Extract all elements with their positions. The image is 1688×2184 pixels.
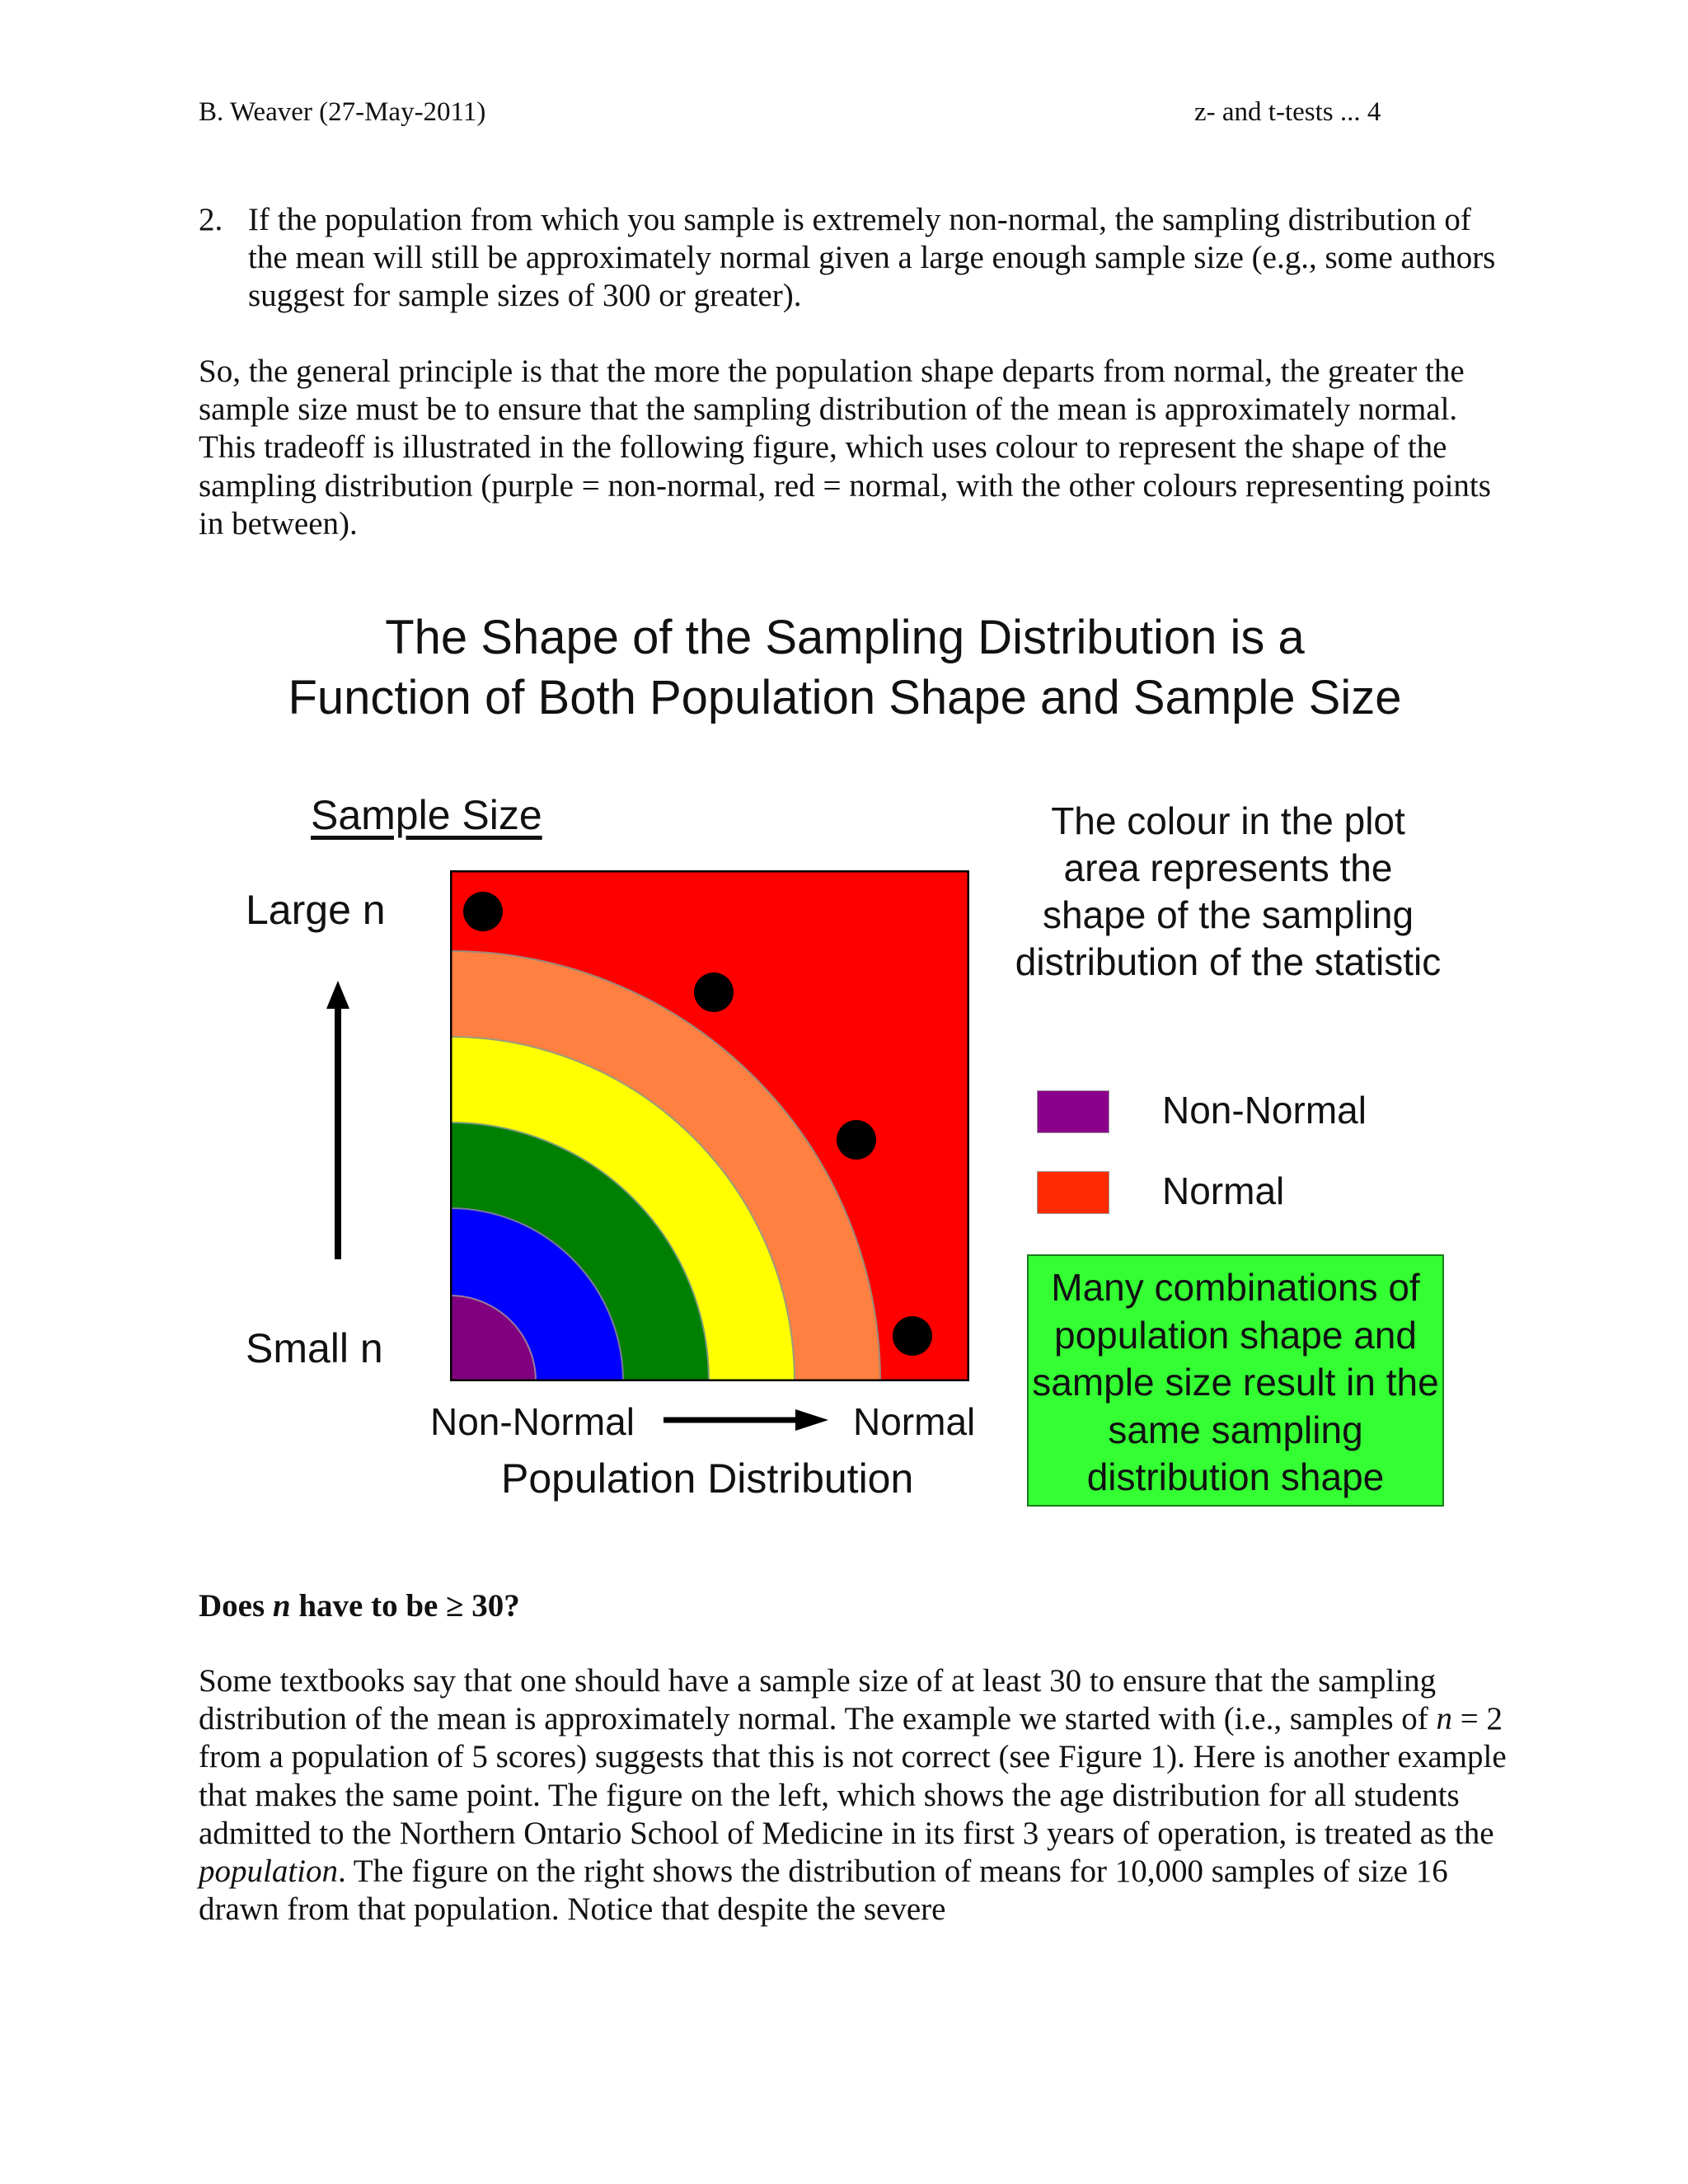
list-item-number: 2.: [199, 202, 223, 237]
example-point: [893, 1316, 932, 1356]
section-heading: [199, 1587, 520, 1624]
figure-title-line-2: Function of Both Population Shape and Sample Size: [288, 671, 1402, 724]
y-axis-title: Sample Size: [311, 792, 542, 838]
para-text-3: . The figure on the right shows the distribution of means for 10,000 samples of size 16 drawn from that population. Notice that despite the severe: [199, 1854, 1448, 1928]
example-point: [463, 892, 503, 931]
list-item-text: If the population from which you sample is extremely non-normal, the sampling distribution of the mean will still be approximately normal given a large enough sample size (e.g., some authors suggest for sample sizes of 300 or greater).: [248, 202, 1496, 314]
legend-swatch-non-normal: [1037, 1090, 1109, 1133]
x-axis-left-label: Non-Normal: [430, 1400, 635, 1443]
legend-swatch-normal: [1037, 1171, 1109, 1214]
x-axis-right-label: Normal: [853, 1400, 976, 1443]
heading-variable-n: n: [272, 1588, 291, 1624]
example-point: [694, 972, 734, 1012]
body-paragraph: So, the general principle is that the more the population shape departs from normal, the greater the sample size must be to ensure that the sampling distribution of the mean is approximately normal. This tradeoff is illustrated in the following figure, which uses colour to represent the shape of the sampling distribution (purple = non-normal, red = normal, with the other colours representing points in between).: [199, 354, 1491, 541]
y-axis-bottom-label: Small n: [246, 1325, 383, 1371]
figure-title-line-1: The Shape of the Sampling Distribution is a: [385, 611, 1305, 664]
para-text-1: Some textbooks say that one should have a sample size of at least 30 to ensure that the sampling distribution of the mean is approximately normal. The example we started with (i.e., samples of: [199, 1663, 1437, 1737]
para-variable-n: n: [1436, 1701, 1452, 1737]
legend-description: The colour in the plot area represents the shape of the sampling distribution of the statistic: [1015, 799, 1442, 983]
legend-label-non-normal: Non-Normal: [1162, 1089, 1367, 1132]
heading-text-pre: Does: [199, 1588, 273, 1624]
body-paragraph-2: [199, 1662, 1517, 1929]
heading-text-post: have to be ≥ 30?: [290, 1588, 520, 1624]
note-box: Many combinations of population shape and sample size result in the same sampling distribution shape: [1027, 1254, 1444, 1507]
up-arrow-icon: [321, 981, 354, 1261]
sampling-distribution-plot: [450, 870, 969, 1381]
x-axis-title: Population Distribution: [501, 1455, 914, 1502]
para-text-2: = 2 from a population of 5 scores) suggests that this is not correct (see Figure 1). Here is another example that makes the same point. The figure on the left, which shows the age distribution for all students admitted to the Northern Ontario School of Medicine in its first 3 years of operation, is treated as the: [199, 1701, 1507, 1851]
para-emphasis-population: population: [199, 1854, 339, 1890]
running-header-title-page: z- and t-tests ... 4: [1194, 97, 1381, 127]
running-header-author-date: B. Weaver (27-May-2011): [199, 97, 486, 127]
legend-label-normal: Normal: [1162, 1169, 1285, 1212]
figure-title: [165, 607, 1525, 728]
right-arrow-icon: [663, 1408, 828, 1432]
y-axis-top-label: Large n: [246, 887, 386, 933]
example-point: [837, 1120, 876, 1160]
